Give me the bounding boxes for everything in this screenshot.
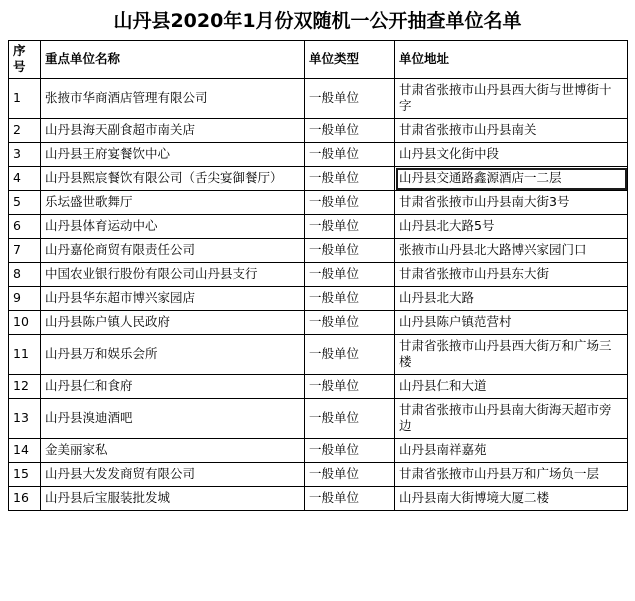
cell-unit-name: 山丹县体育运动中心: [41, 215, 305, 239]
cell-index: 11: [9, 335, 41, 375]
cell-unit-address: 山丹县北大路5号: [395, 215, 628, 239]
cell-unit-type: 一般单位: [305, 311, 395, 335]
cell-unit-type: 一般单位: [305, 439, 395, 463]
cell-index: 12: [9, 375, 41, 399]
cell-index: 6: [9, 215, 41, 239]
cell-index: 5: [9, 191, 41, 215]
cell-index: 13: [9, 399, 41, 439]
cell-unit-type: 一般单位: [305, 191, 395, 215]
cell-unit-type: 一般单位: [305, 119, 395, 143]
cell-unit-name: 山丹县万和娱乐会所: [41, 335, 305, 375]
cell-unit-name: 张掖市华商酒店管理有限公司: [41, 79, 305, 119]
cell-unit-address: 山丹县交通路鑫源酒店一二层: [395, 167, 628, 191]
cell-unit-type: 一般单位: [305, 239, 395, 263]
cell-unit-type: 一般单位: [305, 263, 395, 287]
column-header-name: 重点单位名称: [41, 41, 305, 79]
inspection-unit-table: [8, 40, 628, 511]
cell-unit-type: 一般单位: [305, 215, 395, 239]
cell-unit-address: 山丹县陈户镇范营村: [395, 311, 628, 335]
cell-unit-name: 中国农业银行股份有限公司山丹县支行: [41, 263, 305, 287]
cell-unit-name: 金美丽家私: [41, 439, 305, 463]
cell-unit-address: 山丹县南大街博境大厦二楼: [395, 487, 628, 511]
cell-unit-address: 甘肃省张掖市山丹县南大街海天超市旁边: [395, 399, 628, 439]
cell-index: 4: [9, 167, 41, 191]
cell-unit-address: 甘肃省张掖市山丹县万和广场负一层: [395, 463, 628, 487]
cell-unit-name: 山丹县后宝服装批发城: [41, 487, 305, 511]
cell-unit-type: 一般单位: [305, 143, 395, 167]
cell-unit-name: 乐坛盛世歌舞厅: [41, 191, 305, 215]
cell-index: 14: [9, 439, 41, 463]
cell-unit-name: 山丹县华东超市博兴家园店: [41, 287, 305, 311]
cell-unit-address: 山丹县仁和大道: [395, 375, 628, 399]
cell-unit-address: 甘肃省张掖市山丹县南大街3号: [395, 191, 628, 215]
cell-index: 2: [9, 119, 41, 143]
table-row: [9, 311, 628, 335]
cell-unit-address: 张掖市山丹县北大路博兴家园门口: [395, 239, 628, 263]
table-body: [9, 79, 628, 511]
cell-unit-address: 甘肃省张掖市山丹县西大街与世博街十字: [395, 79, 628, 119]
cell-unit-name: 山丹嘉伦商贸有限责任公司: [41, 239, 305, 263]
cell-unit-name: 山丹县仁和食府: [41, 375, 305, 399]
table-row: [9, 143, 628, 167]
table-row: [9, 79, 628, 119]
cell-unit-name: 山丹县海天副食超市南关店: [41, 119, 305, 143]
table-row: [9, 167, 628, 191]
column-header-type: 单位类型: [305, 41, 395, 79]
table-row: [9, 439, 628, 463]
table-row: [9, 399, 628, 439]
cell-unit-address: 山丹县北大路: [395, 287, 628, 311]
table-row: [9, 287, 628, 311]
cell-index: 9: [9, 287, 41, 311]
cell-unit-name: 山丹县大发发商贸有限公司: [41, 463, 305, 487]
cell-unit-type: 一般单位: [305, 167, 395, 191]
cell-index: 16: [9, 487, 41, 511]
table-row: [9, 375, 628, 399]
cell-index: 8: [9, 263, 41, 287]
table-header-row: [9, 41, 628, 79]
cell-unit-type: 一般单位: [305, 287, 395, 311]
table-row: [9, 463, 628, 487]
cell-unit-address: 山丹县南祥嘉苑: [395, 439, 628, 463]
cell-unit-address: 甘肃省张掖市山丹县南关: [395, 119, 628, 143]
page-title: 山丹县2020年1月份双随机一公开抽查单位名单: [113, 10, 522, 32]
cell-index: 1: [9, 79, 41, 119]
cell-unit-type: 一般单位: [305, 399, 395, 439]
cell-index: 15: [9, 463, 41, 487]
cell-unit-type: 一般单位: [305, 375, 395, 399]
cell-unit-name: 山丹县熙宸餐饮有限公司（舌尖宴御餐厅）: [41, 167, 305, 191]
table-row: [9, 263, 628, 287]
table-row: [9, 239, 628, 263]
table-row: [9, 215, 628, 239]
cell-unit-name: 山丹县陈户镇人民政府: [41, 311, 305, 335]
cell-unit-type: 一般单位: [305, 463, 395, 487]
cell-unit-type: 一般单位: [305, 487, 395, 511]
cell-unit-type: 一般单位: [305, 335, 395, 375]
cell-unit-address: 甘肃省张掖市山丹县西大街万和广场三楼: [395, 335, 628, 375]
column-header-address: 单位地址: [395, 41, 628, 79]
cell-unit-address: 山丹县文化街中段: [395, 143, 628, 167]
cell-unit-address: 甘肃省张掖市山丹县东大街: [395, 263, 628, 287]
cell-unit-name: 山丹县王府宴餐饮中心: [41, 143, 305, 167]
cell-index: 7: [9, 239, 41, 263]
cell-index: 3: [9, 143, 41, 167]
table-row: [9, 191, 628, 215]
cell-index: 10: [9, 311, 41, 335]
column-header-index: 序号: [9, 41, 41, 79]
table-row: [9, 335, 628, 375]
table-row: [9, 487, 628, 511]
table-row: [9, 119, 628, 143]
cell-unit-type: 一般单位: [305, 79, 395, 119]
cell-unit-name: 山丹县溴迪酒吧: [41, 399, 305, 439]
